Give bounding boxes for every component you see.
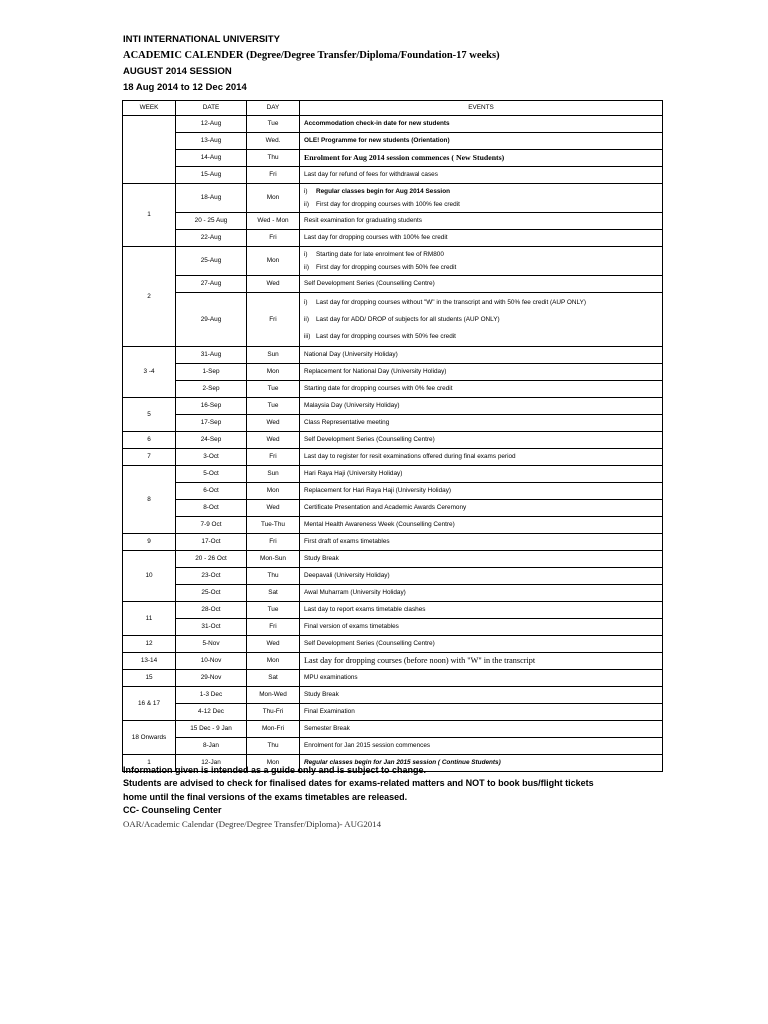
- date-cell: 1-3 Dec: [176, 687, 247, 704]
- table-header-row: [123, 101, 663, 116]
- date-cell: 23-Oct: [176, 568, 247, 585]
- date-cell: 17-Sep: [176, 415, 247, 432]
- event-line: [304, 294, 658, 311]
- day-cell: Thu: [247, 738, 300, 755]
- date-cell: 14-Aug: [176, 150, 247, 167]
- week-cell: 18 Onwards: [123, 721, 176, 755]
- date-cell: 3-Oct: [176, 449, 247, 466]
- event-cell: Mental Health Awareness Week (Counselling Centre): [300, 517, 663, 534]
- table-row: [123, 483, 663, 500]
- day-cell: Sat: [247, 585, 300, 602]
- event-cell: MPU examinations: [300, 670, 663, 687]
- event-cell: [300, 247, 663, 276]
- event-cell: Last day for dropping courses (before noon) with "W" in the transcript: [300, 653, 663, 670]
- event-line: [304, 328, 658, 345]
- event-cell: Replacement for National Day (University Holiday): [300, 364, 663, 381]
- advice-note-line-1: Students are advised to check for finalised dates for exams-related matters and NOT to book bus/flight tickets: [123, 778, 594, 789]
- date-cell: 20 - 26 Oct: [176, 551, 247, 568]
- event-cell: Final version of exams timetables: [300, 619, 663, 636]
- column-header-week: WEEK: [123, 101, 176, 116]
- event-cell: [300, 293, 663, 347]
- date-cell: 31-Aug: [176, 347, 247, 364]
- day-cell: Mon-Sun: [247, 551, 300, 568]
- table-row: [123, 500, 663, 517]
- column-header-day: DAY: [247, 101, 300, 116]
- table-row: [123, 619, 663, 636]
- event-cell: Last day to register for resit examinations offered during final exams period: [300, 449, 663, 466]
- event-text: First day for dropping courses with 50% fee credit: [316, 264, 457, 271]
- event-cell: OLE! Programme for new students (Orientation): [300, 133, 663, 150]
- event-cell: Replacement for Hari Raya Haji (University Holiday): [300, 483, 663, 500]
- date-cell: 4-12 Dec: [176, 704, 247, 721]
- table-row: [123, 670, 663, 687]
- table-row: [123, 517, 663, 534]
- day-cell: Mon: [247, 755, 300, 772]
- column-header-date: DATE: [176, 101, 247, 116]
- week-cell: 10: [123, 551, 176, 602]
- event-cell: Accommodation check-in date for new students: [300, 116, 663, 133]
- event-cell: Starting date for dropping courses with 0% fee credit: [300, 381, 663, 398]
- week-cell: 16 & 17: [123, 687, 176, 721]
- day-cell: Tue: [247, 116, 300, 133]
- event-line: [304, 311, 658, 328]
- week-cell: [123, 116, 176, 184]
- event-list-marker: iii): [304, 333, 311, 340]
- session-date-range: 18 Aug 2014 to 12 Dec 2014: [123, 82, 247, 93]
- event-cell: National Day (University Holiday): [300, 347, 663, 364]
- event-cell: Regular classes begin for Jan 2015 session ( Continue Students): [300, 755, 663, 772]
- table-row: [123, 184, 663, 213]
- day-cell: Fri: [247, 449, 300, 466]
- table-row: [123, 534, 663, 551]
- day-cell: Sun: [247, 466, 300, 483]
- table-row: [123, 230, 663, 247]
- advice-note-line-2: home until the final versions of the exams timetables are released.: [123, 791, 408, 802]
- calendar-title: ACADEMIC CALENDER (Degree/Degree Transfer/Diploma/Foundation-17 weeks): [123, 50, 500, 61]
- table-row: [123, 687, 663, 704]
- document-header: [123, 32, 500, 96]
- date-cell: 31-Oct: [176, 619, 247, 636]
- event-cell: Last day to report exams timetable clashes: [300, 602, 663, 619]
- disclaimer-note: Information given is intended as a guide only and is subject to change.: [123, 765, 427, 775]
- week-cell: 12: [123, 636, 176, 653]
- day-cell: Mon: [247, 184, 300, 213]
- day-cell: Sun: [247, 347, 300, 364]
- day-cell: Mon-Wed: [247, 687, 300, 704]
- date-cell: 1-Sep: [176, 364, 247, 381]
- document-reference: OAR/Academic Calendar (Degree/Degree Transfer/Diploma)- AUG2014: [123, 818, 381, 829]
- day-cell: Mon: [247, 247, 300, 276]
- day-cell: Wed - Mon: [247, 213, 300, 230]
- date-cell: 10-Nov: [176, 653, 247, 670]
- table-row: [123, 381, 663, 398]
- date-cell: 13-Aug: [176, 133, 247, 150]
- day-cell: Fri: [247, 167, 300, 184]
- table-row: [123, 653, 663, 670]
- event-cell: Class Representative meeting: [300, 415, 663, 432]
- date-cell: 16-Sep: [176, 398, 247, 415]
- event-cell: Enrolment for Aug 2014 session commences ( New Students): [300, 150, 663, 167]
- calendar-body: [123, 116, 663, 772]
- day-cell: Mon: [247, 483, 300, 500]
- date-cell: 17-Oct: [176, 534, 247, 551]
- table-row: [123, 347, 663, 364]
- table-row: [123, 276, 663, 293]
- table-row: [123, 466, 663, 483]
- event-list-marker: i): [304, 188, 308, 195]
- event-text: Last day for ADD/ DROP of subjects for all students (AUP ONLY): [316, 316, 500, 323]
- week-cell: 6: [123, 432, 176, 449]
- date-cell: 24-Sep: [176, 432, 247, 449]
- date-cell: 2-Sep: [176, 381, 247, 398]
- table-row: [123, 585, 663, 602]
- table-row: [123, 738, 663, 755]
- table-row: [123, 704, 663, 721]
- table-row: [123, 133, 663, 150]
- table-row: [123, 167, 663, 184]
- date-cell: 5-Nov: [176, 636, 247, 653]
- date-cell: 25-Aug: [176, 247, 247, 276]
- table-row: [123, 449, 663, 466]
- event-list-marker: ii): [304, 201, 309, 208]
- table-row: [123, 364, 663, 381]
- day-cell: Tue: [247, 381, 300, 398]
- date-cell: 28-Oct: [176, 602, 247, 619]
- date-cell: 20 - 25 Aug: [176, 213, 247, 230]
- event-cell: Enrolment for Jan 2015 session commences: [300, 738, 663, 755]
- date-cell: 12-Aug: [176, 116, 247, 133]
- table-row: [123, 398, 663, 415]
- date-cell: 25-Oct: [176, 585, 247, 602]
- date-cell: 8-Jan: [176, 738, 247, 755]
- date-cell: 12-Jan: [176, 755, 247, 772]
- day-cell: Fri: [247, 534, 300, 551]
- day-cell: Mon-Fri: [247, 721, 300, 738]
- day-cell: Thu: [247, 150, 300, 167]
- day-cell: Mon: [247, 653, 300, 670]
- table-row: [123, 150, 663, 167]
- week-cell: 13-14: [123, 653, 176, 670]
- date-cell: 27-Aug: [176, 276, 247, 293]
- date-cell: 7-9 Oct: [176, 517, 247, 534]
- event-line: [304, 261, 658, 274]
- event-cell: Self Development Series (Counselling Centre): [300, 432, 663, 449]
- day-cell: Fri: [247, 619, 300, 636]
- event-text: First day for dropping courses with 100% fee credit: [316, 201, 460, 208]
- event-text: Last day for dropping courses with 50% fee credit: [316, 333, 456, 340]
- table-row: [123, 247, 663, 276]
- document-footer: [123, 764, 594, 831]
- event-text: Last day for dropping courses without "W" in the transcript and with 50% fee credit (AUP ONLY): [316, 299, 586, 306]
- academic-calendar-table: [122, 100, 663, 772]
- day-cell: Tue-Thu: [247, 517, 300, 534]
- event-cell: First draft of exams timetables: [300, 534, 663, 551]
- week-cell: 8: [123, 466, 176, 534]
- table-row: [123, 551, 663, 568]
- date-cell: 6-Oct: [176, 483, 247, 500]
- table-row: [123, 116, 663, 133]
- week-cell: 11: [123, 602, 176, 636]
- table-row: [123, 415, 663, 432]
- university-name: INTI INTERNATIONAL UNIVERSITY: [123, 34, 280, 45]
- column-header-events: EVENTS: [300, 101, 663, 116]
- event-line: [304, 248, 658, 261]
- date-cell: 15 Dec - 9 Jan: [176, 721, 247, 738]
- day-cell: Wed: [247, 432, 300, 449]
- date-cell: 18-Aug: [176, 184, 247, 213]
- event-list-marker: i): [304, 251, 308, 258]
- event-cell: Last day for dropping courses with 100% fee credit: [300, 230, 663, 247]
- day-cell: Thu-Fri: [247, 704, 300, 721]
- session-name: AUGUST 2014 SESSION: [123, 66, 232, 77]
- table-row: [123, 721, 663, 738]
- day-cell: Sat: [247, 670, 300, 687]
- event-line: [304, 198, 658, 211]
- event-cell: Study Break: [300, 687, 663, 704]
- day-cell: Mon: [247, 364, 300, 381]
- table-row: [123, 568, 663, 585]
- date-cell: 5-Oct: [176, 466, 247, 483]
- date-cell: 8-Oct: [176, 500, 247, 517]
- event-text: Regular classes begin for Aug 2014 Session: [316, 188, 451, 195]
- table-row: [123, 213, 663, 230]
- event-cell: Deepavali (University Holiday): [300, 568, 663, 585]
- date-cell: 15-Aug: [176, 167, 247, 184]
- week-cell: 5: [123, 398, 176, 432]
- day-cell: Wed.: [247, 133, 300, 150]
- day-cell: Wed: [247, 415, 300, 432]
- event-cell: Final Examination: [300, 704, 663, 721]
- event-cell: Hari Raya Haji (University Holiday): [300, 466, 663, 483]
- week-cell: 15: [123, 670, 176, 687]
- day-cell: Wed: [247, 276, 300, 293]
- day-cell: Tue: [247, 602, 300, 619]
- date-cell: 29-Nov: [176, 670, 247, 687]
- day-cell: Wed: [247, 500, 300, 517]
- week-cell: 7: [123, 449, 176, 466]
- event-cell: Last day for refund of fees for withdrawal cases: [300, 167, 663, 184]
- day-cell: Wed: [247, 636, 300, 653]
- table-row: [123, 602, 663, 619]
- date-cell: 22-Aug: [176, 230, 247, 247]
- week-cell: 9: [123, 534, 176, 551]
- week-cell: 1: [123, 184, 176, 247]
- event-list-marker: ii): [304, 316, 309, 323]
- table-row: [123, 636, 663, 653]
- day-cell: Fri: [247, 230, 300, 247]
- event-cell: Self Development Series (Counselling Centre): [300, 636, 663, 653]
- day-cell: Fri: [247, 293, 300, 347]
- event-cell: Self Development Series (Counselling Centre): [300, 276, 663, 293]
- date-cell: 29-Aug: [176, 293, 247, 347]
- event-cell: Study Break: [300, 551, 663, 568]
- week-cell: 3 -4: [123, 347, 176, 398]
- event-list-marker: ii): [304, 264, 309, 271]
- event-cell: Resit examination for graduating students: [300, 213, 663, 230]
- abbreviation-note: CC- Counseling Center: [123, 805, 222, 816]
- week-cell: 1: [123, 755, 176, 772]
- week-cell: 2: [123, 247, 176, 347]
- event-cell: Malaysia Day (University Holiday): [300, 398, 663, 415]
- table-row: [123, 432, 663, 449]
- event-line: [304, 185, 658, 198]
- event-text: Starting date for late enrolment fee of RM800: [316, 251, 444, 258]
- event-cell: [300, 184, 663, 213]
- day-cell: Thu: [247, 568, 300, 585]
- table-row: [123, 293, 663, 347]
- event-cell: Certificate Presentation and Academic Awards Ceremony: [300, 500, 663, 517]
- event-list-marker: i): [304, 299, 308, 306]
- event-cell: Awal Muharram (University Holiday): [300, 585, 663, 602]
- day-cell: Tue: [247, 398, 300, 415]
- event-cell: Semester Break: [300, 721, 663, 738]
